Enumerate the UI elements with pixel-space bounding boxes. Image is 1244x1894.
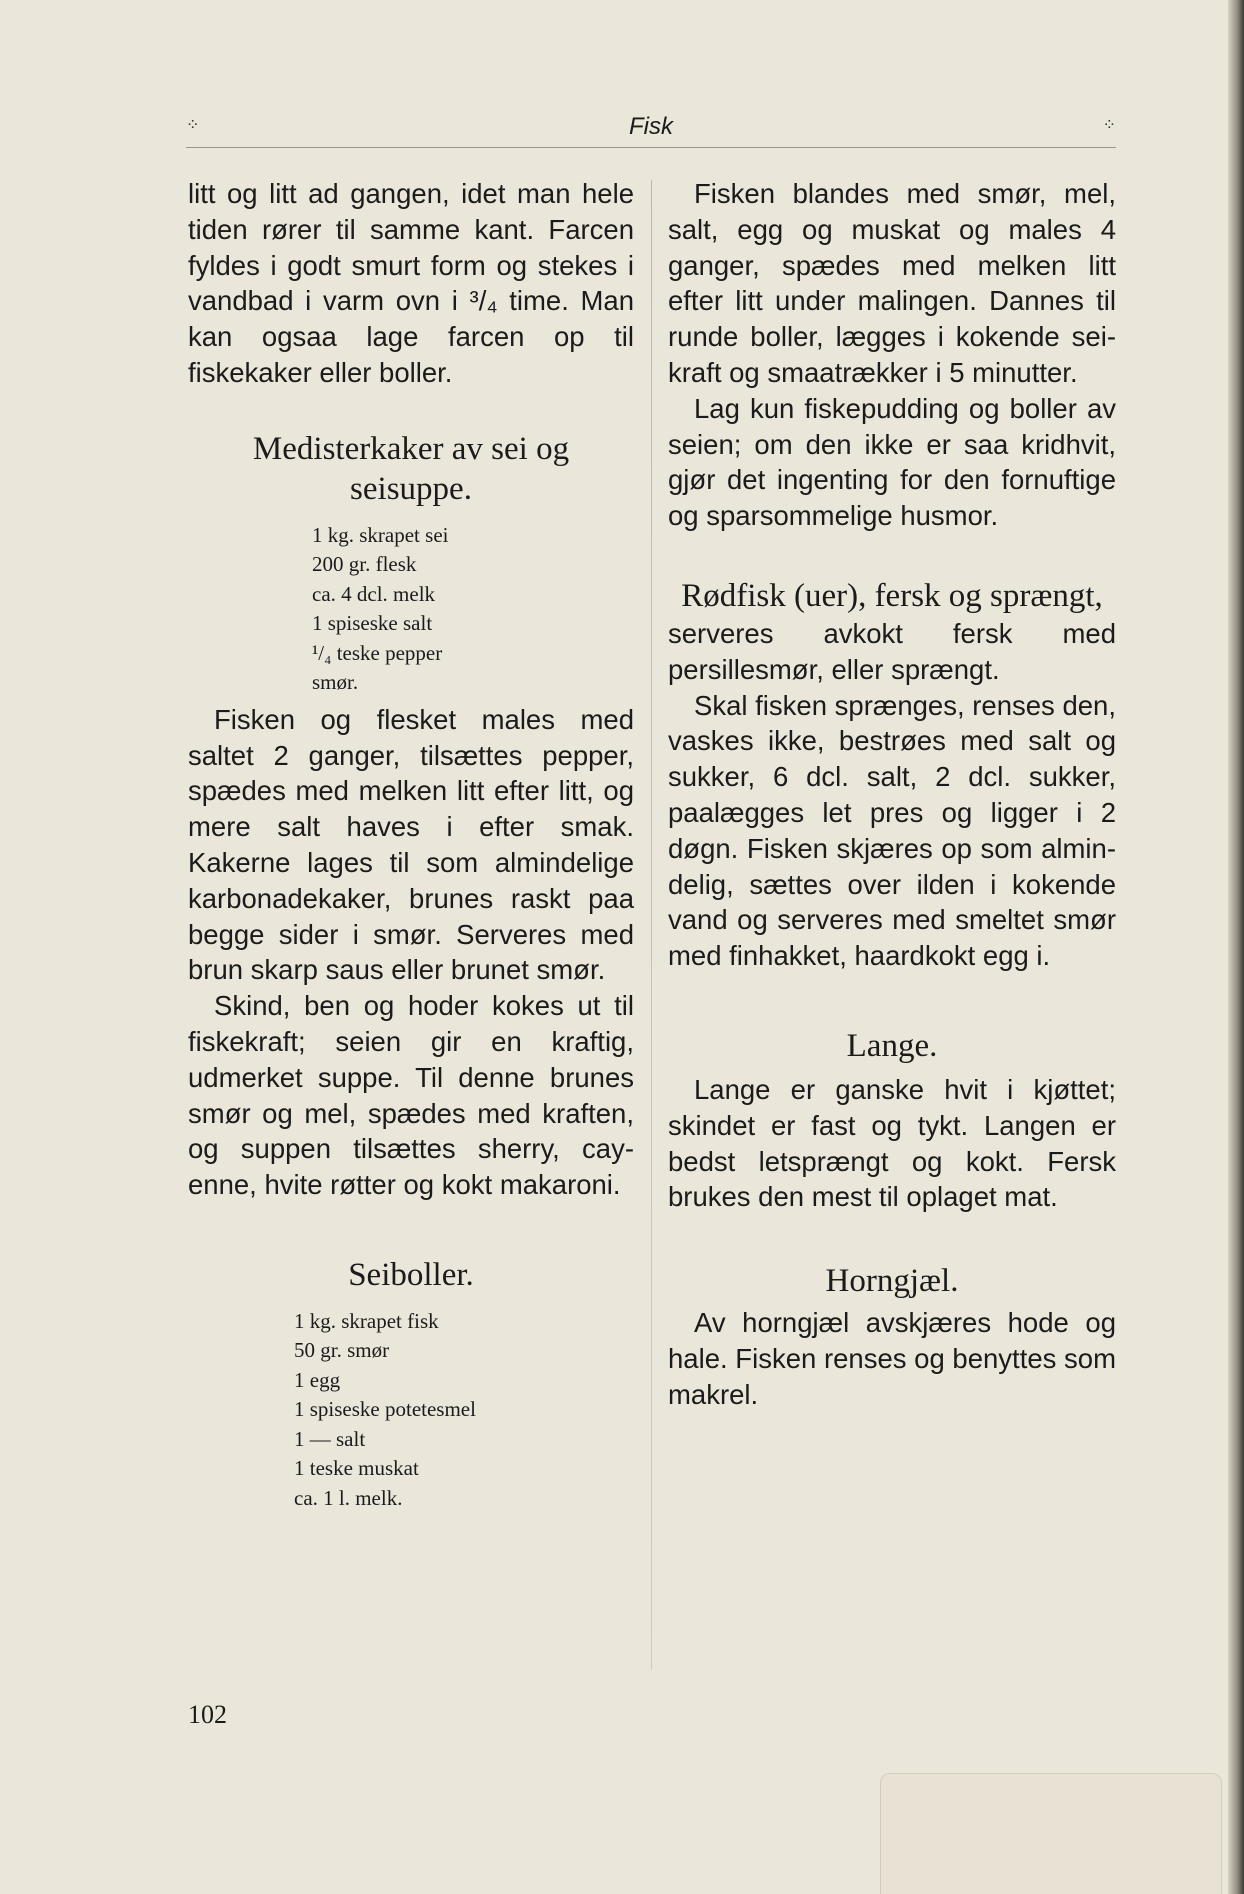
seiboller-paragraph-1: Fisken blandes med smør, mel, salt, egg og muskat og males 4 ganger, spædes med melken litt efter litt under malingen. Dannes til runde boller, lægges i kokende seikraft og smaatrækker i 5 minutter.: [668, 178, 1116, 388]
medister-paragraph-2: Skind, ben og hoder kokes ut til fiskekraft; seien gir en kraftig, udmerket suppe. Til denne brunes smør og mel, spædes med kraften, og suppen tilsættes sherry, cayenne, hvite røtter og kokt makaroni.: [188, 990, 634, 1201]
ingredient: 1 kg. skrapet sei: [312, 522, 449, 547]
lange-title: Lange.: [846, 1027, 938, 1064]
left-column: [188, 176, 634, 1513]
ingredient: smør.: [312, 670, 359, 695]
ornament-right: ⁘: [1102, 115, 1116, 134]
ingredient: 1 teske muskat: [294, 1456, 419, 1481]
ingredient: 50 gr. smør: [294, 1338, 390, 1363]
ornament-left: ⁘: [186, 115, 200, 134]
running-title: Fisk: [629, 113, 673, 140]
seiboller-title: Seiboller.: [348, 1256, 474, 1293]
ingredient: 1 kg. skrapet fisk: [294, 1308, 439, 1333]
ingredient: 200 gr. flesk: [312, 552, 417, 577]
right-column: [668, 176, 1116, 1413]
ingredient: 1 egg: [294, 1367, 341, 1392]
horngjael-title: Horngjæl.: [825, 1263, 959, 1300]
ingredient: ca. 4 dcl. melk: [312, 581, 436, 606]
intro-paragraph: litt og litt ad gangen, idet man hele tiden rører til samme kant. Farcen fyldes i godt smurt form og stekes i vandbad i varm ovn i ³/₄ time. Man kan ogsaa lage farcen op til fiskekaker eller boller.: [188, 178, 634, 388]
page-edge: [1228, 0, 1244, 1894]
ingredient: ca. 1 l. melk.: [294, 1485, 403, 1510]
rodfisk-title: Rødfisk (uer), fersk og sprængt,: [681, 577, 1103, 614]
medister-paragraph-1: Fisken og flesket males med saltet 2 ganger, tilsættes pepper, spædes med melken litt efter litt, og mere salt haves i efter smak. Kakerne lages til som almindelige karbonadekaker, brunes raskt paa begge sider i smør. Serveres med brun skarp saus eller brunet smør.: [188, 703, 634, 986]
seiboller-paragraph-2: Lag kun fiskepudding og boller av seien; om den ikke er saa kridhvit, gjør det ingenting for den fornuftige og sparsommelige husmor.: [668, 392, 1116, 532]
medister-title: Medisterkaker av sei og seisuppe.: [252, 430, 570, 507]
rodfisk-paragraph-2: Skal fisken sprænges, renses den, vaskes ikke, bestrøes med salt og sukker, 6 dcl. salt, 2 dcl. sukker, paalægges let pres og ligger i 2 døgn. Fisken skjæres op som almindelig, sættes over ilden i kokende vand og serveres med smeltet smør med finhakket, haardkokt egg i.: [668, 689, 1116, 972]
horngjael-paragraph: Av horngjæl avskjæres hode og hale. Fisken renses og benyttes som makrel.: [668, 1307, 1116, 1410]
seiboller-ingredients: [294, 1307, 634, 1514]
ingredient: 1 spiseske potetesmel: [294, 1397, 476, 1422]
ingredient: 1 — salt: [294, 1426, 366, 1451]
rodfisk-paragraph-1: serveres avkokt fersk med persillesmør, eller sprængt.: [668, 617, 1116, 685]
ingredient: 1 spiseske salt: [312, 611, 433, 636]
running-header: [186, 113, 1116, 148]
lange-paragraph: Lange er ganske hvit i kjøttet; skindet er fast og tykt. Langen er bedst letsprængt og kokt. Fersk brukes den mest til oplaget mat.: [668, 1073, 1116, 1213]
column-divider: [651, 180, 652, 1670]
medister-ingredients: [312, 521, 634, 698]
page-corner: [880, 1773, 1222, 1894]
ingredient: ¹/₄ teske pepper: [312, 640, 443, 665]
page-number: 102: [188, 1700, 227, 1729]
